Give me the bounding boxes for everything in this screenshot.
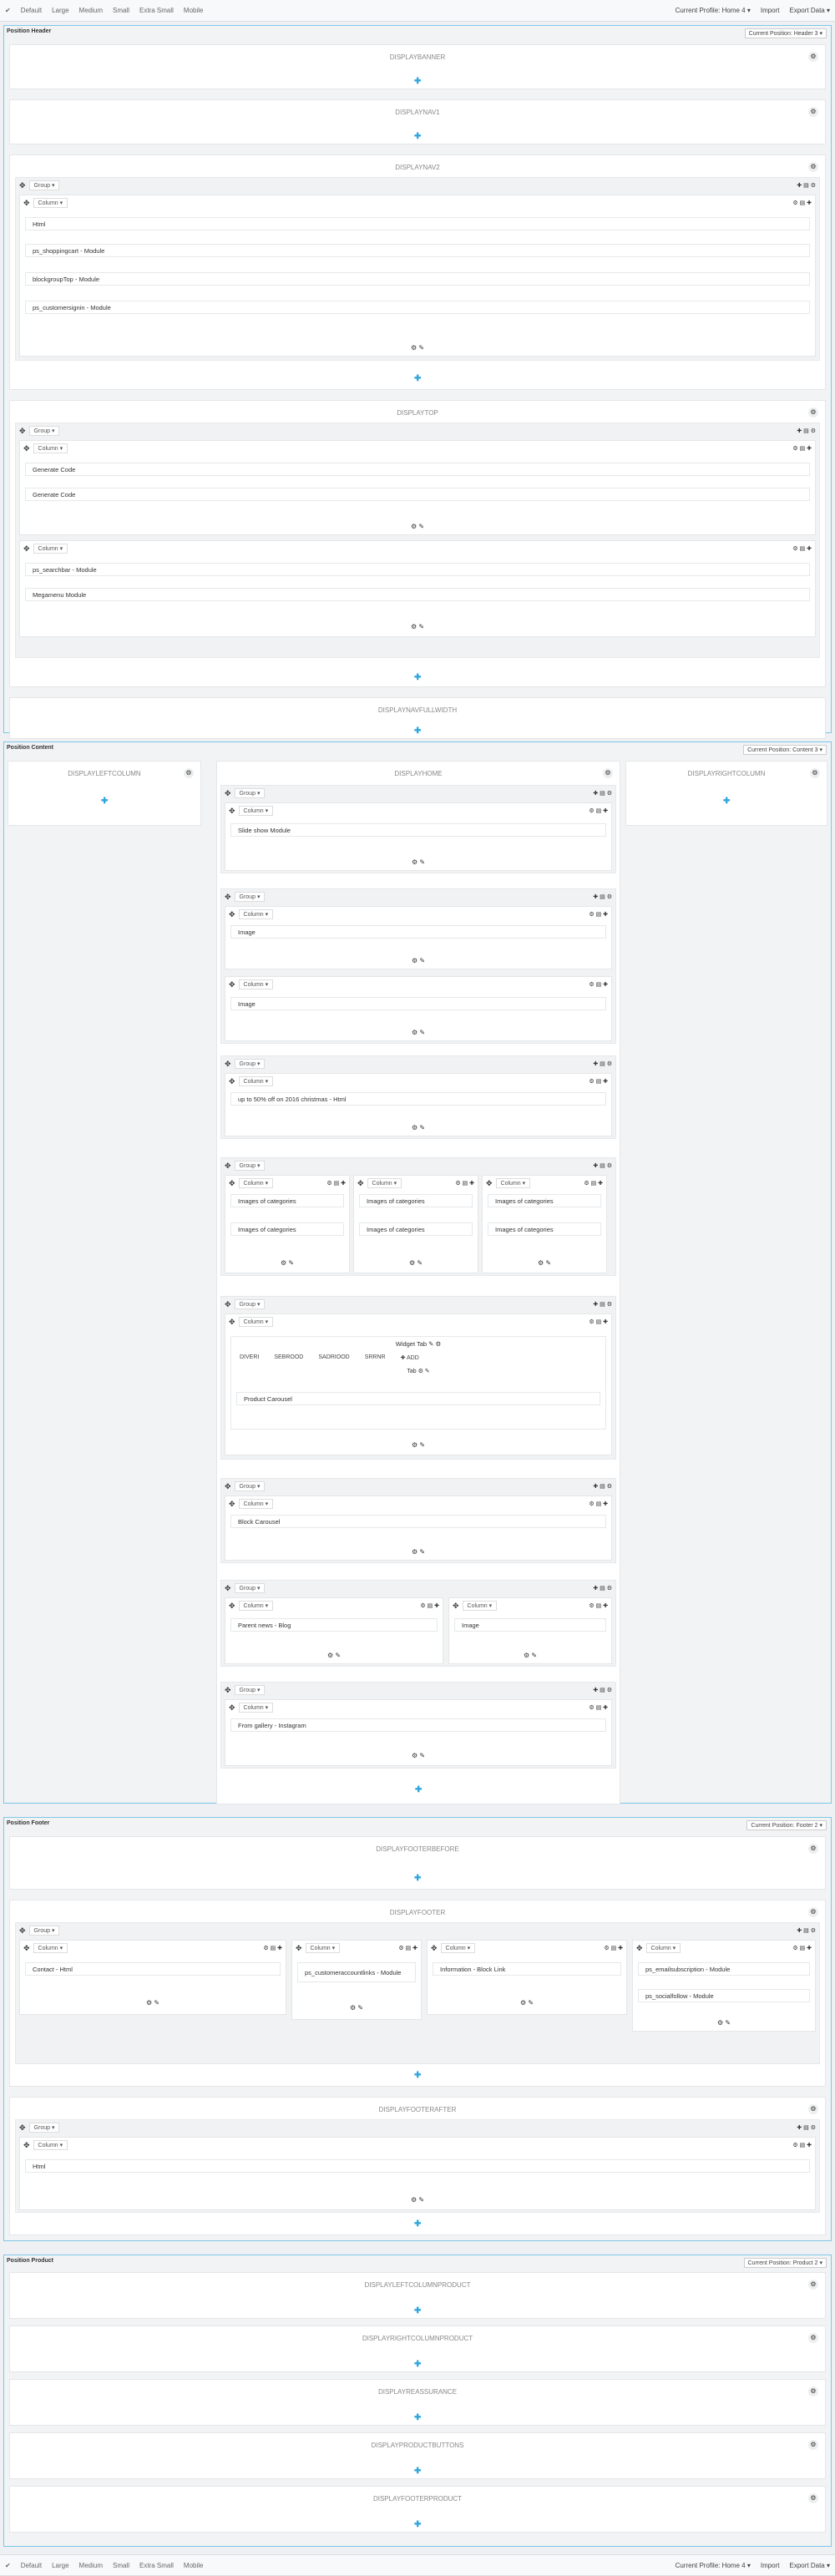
move-icon[interactable]: ✥ [23, 2140, 30, 2149]
check-icon[interactable]: ✔ [5, 2561, 11, 2569]
module[interactable]: Images of categories [230, 1222, 344, 1236]
import-button[interactable]: Import [760, 7, 780, 14]
move-icon[interactable]: ✥ [19, 180, 26, 190]
column [19, 2137, 816, 2210]
column-footer-icons[interactable]: ⚙ ✎ [411, 1548, 426, 1556]
move-icon[interactable]: ✥ [225, 788, 231, 797]
module[interactable]: From gallery - Instagram [230, 1718, 606, 1732]
group-actions[interactable]: ✚ ▤ ⚙ [593, 791, 612, 797]
column-dropdown[interactable]: Column ▾ [239, 1076, 274, 1086]
column-dropdown[interactable]: Column ▾ [306, 1943, 341, 1953]
hook-product: DISPLAYREASSURANCE ⚙ ✚ [9, 2379, 826, 2426]
position-dropdown[interactable]: Current Position: Header 3 ▾ [745, 28, 827, 38]
column [427, 1940, 627, 2015]
add-icon[interactable]: ✚ [414, 2520, 422, 2529]
module[interactable]: Product Carousel [236, 1392, 600, 1405]
module[interactable]: Html [25, 217, 810, 230]
move-icon[interactable]: ✥ [225, 1481, 231, 1490]
view-mobile[interactable]: Mobile [183, 2561, 204, 2569]
column [482, 1175, 607, 1273]
column-actions[interactable]: ⚙ ▤ ✚ [792, 446, 812, 452]
position-footer [3, 1817, 832, 2241]
move-icon[interactable]: ✥ [229, 979, 235, 989]
tab-item[interactable]: DIVERI [240, 1354, 260, 1360]
add-icon[interactable]: ✚ [414, 2071, 422, 2080]
group-actions[interactable]: ✚ ▤ ⚙ [593, 894, 612, 900]
group-dropdown[interactable]: Group ▾ [29, 180, 60, 190]
gear-icon[interactable]: ⚙ [808, 107, 818, 117]
hook-displayrightcolumn: DISPLAYRIGHTCOLUMN ⚙ ✚ [625, 761, 827, 826]
move-icon[interactable]: ✥ [225, 1685, 231, 1694]
column-dropdown[interactable]: Column ▾ [33, 544, 68, 554]
column-actions[interactable]: ⚙ ▤ ✚ [589, 1705, 608, 1711]
column-actions[interactable]: ⚙ ▤ ✚ [584, 1181, 603, 1187]
tab-item[interactable]: SRRNR [364, 1354, 386, 1360]
export-button[interactable]: Export Data ▾ [789, 7, 830, 14]
module[interactable]: ps_customeraccountlinks - Module [297, 1962, 416, 1982]
group-actions[interactable]: ✚ ▤ ⚙ [593, 1586, 612, 1592]
column-actions[interactable]: ⚙ ▤ ✚ [604, 1946, 623, 1951]
group [15, 423, 820, 658]
group-actions[interactable]: ✚ ▤ ⚙ [593, 1484, 612, 1490]
gear-icon[interactable]: ⚙ [808, 1844, 818, 1854]
column-dropdown[interactable]: Column ▾ [239, 1317, 274, 1327]
column-footer-icons[interactable]: ⚙ ✎ [411, 858, 426, 866]
add-icon[interactable]: ✚ [414, 1874, 422, 1883]
column-actions[interactable]: ⚙ ▤ ✚ [589, 1603, 608, 1609]
add-icon[interactable]: ✚ [415, 1785, 423, 1794]
add-icon[interactable]: ✚ [414, 673, 422, 682]
add-icon[interactable]: ✚ [414, 132, 422, 141]
column-footer-icons[interactable]: ⚙ ✎ [410, 523, 425, 530]
column-actions[interactable]: ⚙ ▤ ✚ [792, 1946, 812, 1951]
column [353, 1175, 478, 1273]
move-icon[interactable]: ✥ [229, 1317, 235, 1326]
add-icon[interactable]: ✚ [414, 2219, 422, 2229]
column-dropdown[interactable]: Column ▾ [33, 443, 68, 453]
column-dropdown[interactable]: Column ▾ [496, 1178, 531, 1188]
group-actions[interactable]: ✚ ▤ ⚙ [593, 1061, 612, 1067]
view-xs[interactable]: Extra Small [139, 7, 174, 14]
column-dropdown[interactable]: Column ▾ [463, 1601, 498, 1611]
move-icon[interactable]: ✥ [636, 1943, 643, 1952]
module[interactable]: Images of categories [359, 1194, 473, 1207]
profile-dropdown[interactable]: Current Profile: Home 4 ▾ [675, 2561, 751, 2569]
column-dropdown[interactable]: Column ▾ [33, 2140, 68, 2150]
add-icon[interactable]: ✚ [414, 374, 422, 383]
bottom-toolbar [0, 2554, 835, 2576]
column-footer-icons[interactable]: ⚙ ✎ [411, 1752, 426, 1759]
column-dropdown[interactable]: Column ▾ [33, 198, 68, 208]
tab-add-button[interactable]: ✚ ADD [400, 1355, 419, 1361]
gear-icon[interactable]: ⚙ [184, 768, 194, 778]
column-footer-icons[interactable]: ⚙ ✎ [408, 1259, 423, 1267]
column-footer-icons[interactable]: ⚙ ✎ [410, 344, 425, 352]
group-actions[interactable]: ✚ ▤ ⚙ [797, 1928, 816, 1934]
group [15, 2119, 820, 2213]
module[interactable]: Images of categories [230, 1194, 344, 1207]
hook-displayhome: DISPLAYHOME ⚙ ✥ Group ▾ ✚ ▤ ⚙ ✥ Column ▾ ⚙ ▤ ✚ Slide show Module ⚙ ✎ ✥ Group ▾ ✚ ▤ ⚙ ✥ Column ▾ ⚙ ▤ ✚ Image ⚙ ✎ ✥ Column ▾ ⚙ ▤ ✚ Image ⚙ ✎ ✥ Group ▾ ✚ ▤ ⚙ ✥ Column ▾ ⚙ ▤ ✚ up to 50% off on 2016 christmas - Html ⚙ ✎ ✥ Group ▾ ✚ ▤ ⚙ ✥ Column ▾ ⚙ ▤ ✚ Images of categories Images of categories ⚙ ✎ ✥ Column ▾ ⚙ ▤ ✚ Images of categories Images of categories ⚙ ✎ ✥ Column ▾ ⚙ ▤ ✚ Images of categories Images of categories ⚙ ✎ ✥ Group ▾ ✚ ▤ ⚙ ✥ Column ▾ ⚙ ▤ ✚ Widget Tab ✎ ⚙ DIVERI SEBROOD SADRIOOD SRRNR ✚ ADD Tab ⚙ ✎ Product Carousel ⚙ ✎ ✥ Group ▾ ✚ ▤ ⚙ ✥ Column ▾ ⚙ ▤ ✚ Block Carousel ⚙ ✎ ✥ Group ▾ ✚ ▤ ⚙ ✥ Column ▾ ⚙ ▤ ✚ Parent news - Blog ⚙ ✎ ✥ Column ▾ ⚙ ▤ ✚ Image ⚙ ✎ ✥ Group ▾ ✚ ▤ ⚙ ✥ Column ▾ ⚙ ▤ ✚ From gallery - Instagram ⚙ ✎ ✚ [216, 761, 620, 1804]
move-icon[interactable]: ✥ [486, 1178, 493, 1187]
import-button[interactable]: Import [760, 2561, 780, 2569]
column-footer-icons[interactable]: ⚙ ✎ [523, 1652, 538, 1659]
profile-dropdown[interactable]: Current Profile: Home 4 ▾ [675, 7, 751, 14]
column [225, 1313, 612, 1455]
column [19, 1940, 286, 2015]
column-dropdown[interactable]: Column ▾ [239, 806, 274, 816]
module[interactable]: Block Carousel [230, 1515, 606, 1528]
view-mobile[interactable]: Mobile [183, 7, 204, 14]
move-icon[interactable]: ✥ [229, 909, 235, 919]
position-title: Position Footer [7, 1820, 50, 1826]
move-icon[interactable]: ✥ [23, 544, 30, 553]
column-footer-icons[interactable]: ⚙ ✎ [349, 2004, 364, 2012]
hook-displaynav2: DISPLAYNAV2 ⚙ ✥ Group ▾ ✚ ▤ ⚙ ✥ Column ▾ ⚙ ▤ ✚ Html ps_shoppingcart - Module blockgroupTop - Module ps_customersignin - Module ⚙ ✎ ✚ [9, 154, 826, 390]
group-actions[interactable]: ✚ ▤ ⚙ [797, 2125, 816, 2131]
column [19, 195, 816, 357]
view-default[interactable]: Default [20, 7, 43, 14]
add-icon[interactable]: ✚ [414, 2467, 422, 2476]
group-dropdown[interactable]: Group ▾ [235, 1161, 266, 1171]
column-dropdown[interactable]: Column ▾ [646, 1943, 681, 1953]
column [448, 1597, 612, 1664]
group-dropdown[interactable]: Group ▾ [235, 1481, 266, 1491]
view-large[interactable]: Large [52, 7, 69, 14]
view-small[interactable]: Small [112, 2561, 129, 2569]
add-icon[interactable]: ✚ [414, 2360, 422, 2369]
move-icon[interactable]: ✥ [229, 1703, 235, 1712]
column-actions[interactable]: ⚙ ▤ ✚ [792, 2143, 812, 2148]
column-dropdown[interactable]: Column ▾ [239, 909, 274, 919]
move-icon[interactable]: ✥ [19, 426, 26, 435]
column-actions[interactable]: ⚙ ▤ ✚ [589, 982, 608, 988]
move-icon[interactable]: ✥ [229, 1601, 235, 1610]
group-actions[interactable]: ✚ ▤ ⚙ [797, 428, 816, 434]
hook-product: DISPLAYPRODUCTBUTTONS ⚙ ✚ [9, 2432, 826, 2479]
column [225, 1073, 612, 1136]
module[interactable]: Contact - Html [25, 1962, 281, 1976]
column-dropdown[interactable]: Column ▾ [367, 1178, 402, 1188]
group-dropdown[interactable]: Group ▾ [235, 1583, 266, 1593]
group [15, 1922, 820, 2064]
column-footer-icons[interactable]: ⚙ ✎ [411, 957, 426, 964]
column-footer-icons[interactable]: ⚙ ✎ [716, 2019, 731, 2027]
move-icon[interactable]: ✥ [225, 892, 231, 901]
column [632, 1940, 816, 2032]
column-actions[interactable]: ⚙ ▤ ✚ [398, 1946, 418, 1951]
position-title: Position Header [7, 28, 52, 34]
module[interactable]: Generate Code [25, 488, 810, 501]
move-icon[interactable]: ✥ [23, 443, 30, 453]
column [225, 976, 612, 1041]
column [225, 906, 612, 969]
gear-icon[interactable]: ⚙ [603, 768, 613, 778]
group-actions[interactable]: ✚ ▤ ⚙ [593, 1163, 612, 1169]
gear-icon[interactable]: ⚙ [808, 52, 818, 62]
view-medium[interactable]: Medium [78, 2561, 103, 2569]
module[interactable]: up to 50% off on 2016 christmas - Html [230, 1092, 606, 1106]
move-icon[interactable]: ✥ [225, 1161, 231, 1170]
top-toolbar [0, 0, 835, 22]
position-title: Position Content [7, 745, 53, 751]
column [19, 540, 816, 637]
module[interactable]: Information - Block Link [433, 1962, 621, 1976]
move-icon[interactable]: ✥ [225, 1059, 231, 1068]
position-header [3, 25, 832, 736]
module[interactable]: Images of categories [488, 1222, 601, 1236]
module[interactable]: Image [230, 997, 606, 1010]
group-dropdown[interactable]: Group ▾ [29, 426, 60, 436]
position-dropdown[interactable]: Current Position: Footer 2 ▾ [746, 1820, 827, 1830]
hook-displayfooterbefore: DISPLAYFOOTERBEFORE ⚙ ✚ [9, 1836, 826, 1890]
column-actions[interactable]: ⚙ ▤ ✚ [792, 200, 812, 206]
column-dropdown[interactable]: Column ▾ [239, 1601, 274, 1611]
move-icon[interactable]: ✥ [229, 806, 235, 815]
gear-icon[interactable]: ⚙ [808, 2104, 818, 2114]
view-large[interactable]: Large [52, 2561, 69, 2569]
hook-displayfooter: DISPLAYFOOTER ⚙ ✥ Group ▾ ✚ ▤ ⚙ ✥ Column ▾ ⚙ ▤ ✚ Contact - Html ⚙ ✎ ✥ Column ▾ ⚙ ▤ ✚ ps_customeraccountlinks - Module ⚙ ✎ ✥ Column ▾ ⚙ ▤ ✚ Information - Block Link ⚙ ✎ ✥ Column ▾ ⚙ ▤ ✚ ps_emailsubscription - Module ps_socialfollow - Module ⚙ ✎ ✚ [9, 1900, 826, 2087]
column-footer-icons[interactable]: ⚙ ✎ [519, 1999, 534, 2007]
tab-item[interactable]: SEBROOD [274, 1354, 304, 1360]
group-actions[interactable]: ✚ ▤ ⚙ [797, 183, 816, 189]
add-icon[interactable]: ✚ [414, 2413, 422, 2422]
position-content [3, 741, 832, 1804]
hook-product: DISPLAYFOOTERPRODUCT ⚙ ✚ [9, 2486, 826, 2533]
column [225, 1495, 612, 1561]
group [220, 1682, 616, 1769]
column-dropdown[interactable]: Column ▾ [33, 1943, 68, 1953]
view-small[interactable]: Small [112, 7, 129, 14]
move-icon[interactable]: ✥ [225, 1583, 231, 1592]
check-icon[interactable]: ✔ [5, 7, 11, 14]
group [220, 1580, 616, 1667]
gear-icon[interactable]: ⚙ [808, 2386, 818, 2396]
column-dropdown[interactable]: Column ▾ [239, 1499, 274, 1509]
column [225, 1175, 350, 1273]
group-dropdown[interactable]: Group ▾ [235, 1685, 266, 1695]
position-product [3, 2255, 832, 2547]
module[interactable]: Generate Code [25, 463, 810, 476]
tab-label: Tab [407, 1369, 417, 1374]
gear-icon[interactable]: ⚙ [808, 162, 818, 172]
module[interactable]: Images of categories [488, 1194, 601, 1207]
column-footer-icons[interactable]: ⚙ ✎ [411, 1124, 426, 1131]
move-icon[interactable]: ✥ [229, 1499, 235, 1508]
add-icon[interactable]: ✚ [414, 77, 422, 86]
move-icon[interactable]: ✥ [296, 1943, 302, 1952]
move-icon[interactable]: ✥ [431, 1943, 438, 1952]
move-icon[interactable]: ✥ [23, 1943, 30, 1952]
group [220, 888, 616, 1044]
move-icon[interactable]: ✥ [357, 1178, 364, 1187]
add-icon[interactable]: ✚ [414, 726, 422, 736]
position-title: Position Product [7, 2258, 53, 2264]
group-actions[interactable]: ✚ ▤ ⚙ [593, 1302, 612, 1308]
group-dropdown[interactable]: Group ▾ [235, 892, 266, 902]
column-footer-icons[interactable]: ⚙ ✎ [410, 623, 425, 630]
hook-displaynavfullwidth: DISPLAYNAVFULLWIDTH ✚ [9, 697, 826, 739]
group [220, 1296, 616, 1460]
group [220, 1478, 616, 1563]
move-icon[interactable]: ✥ [19, 1926, 26, 1935]
move-icon[interactable]: ✥ [453, 1601, 459, 1610]
module[interactable]: ps_shoppingcart - Module [25, 244, 810, 257]
module[interactable]: ps_customersignin - Module [25, 301, 810, 314]
group-dropdown[interactable]: Group ▾ [29, 1926, 60, 1936]
widget-tab-box: Widget Tab ✎ ⚙ DIVERI SEBROOD SADRIOOD SRRNR ✚ ADD Tab ⚙ ✎ Product Carousel [230, 1336, 606, 1430]
position-dropdown[interactable]: Current Position: Content 3 ▾ [743, 745, 827, 755]
gear-icon[interactable]: ⚙ [808, 2333, 818, 2343]
module[interactable]: ps_emailsubscription - Module [638, 1962, 810, 1976]
column-dropdown[interactable]: Column ▾ [239, 1178, 274, 1188]
tab-item[interactable]: SADRIOOD [318, 1354, 350, 1360]
module[interactable]: ps_socialfollow - Module [638, 1989, 810, 2002]
column-dropdown[interactable]: Column ▾ [441, 1943, 476, 1953]
group-actions[interactable]: ✚ ▤ ⚙ [593, 1688, 612, 1693]
gear-icon[interactable]: ⚙ [810, 768, 820, 778]
column-actions[interactable]: ⚙ ▤ ✚ [455, 1181, 474, 1187]
column [225, 802, 612, 871]
widget-tab-title: Widget Tab [395, 1340, 428, 1348]
add-icon[interactable]: ✚ [723, 797, 731, 806]
group [220, 1157, 616, 1276]
column-footer-icons[interactable]: ⚙ ✎ [411, 1441, 426, 1449]
column-dropdown[interactable]: Column ▾ [239, 1703, 274, 1713]
group-dropdown[interactable]: Group ▾ [235, 1299, 266, 1309]
column-actions[interactable]: ⚙ ▤ ✚ [326, 1181, 346, 1187]
column-footer-icons[interactable]: ⚙ ✎ [145, 1999, 160, 2007]
column-footer-icons[interactable]: ⚙ ✎ [280, 1259, 295, 1267]
module[interactable]: blockgroupTop - Module [25, 272, 810, 286]
column-actions[interactable]: ⚙ ▤ ✚ [589, 1501, 608, 1507]
hook-product: DISPLAYRIGHTCOLUMNPRODUCT ⚙ ✚ [9, 2325, 826, 2372]
column-actions[interactable]: ⚙ ▤ ✚ [420, 1603, 439, 1609]
group-dropdown[interactable]: Group ▾ [235, 1059, 266, 1069]
hook-product: DISPLAYLEFTCOLUMNPRODUCT ⚙ ✚ [9, 2272, 826, 2319]
hook-displayfooterafter: DISPLAYFOOTERAFTER ⚙ ✥ Group ▾ ✚ ▤ ⚙ ✥ Column ▾ ⚙ ▤ ✚ Html ⚙ ✎ ✚ [9, 2097, 826, 2235]
column-footer-icons[interactable]: ⚙ ✎ [537, 1259, 552, 1267]
column [291, 1940, 422, 2020]
add-icon[interactable]: ✚ [414, 2306, 422, 2315]
gear-icon[interactable]: ⚙ [808, 1907, 818, 1917]
module[interactable]: Images of categories [359, 1222, 473, 1236]
export-button[interactable]: Export Data ▾ [789, 2561, 830, 2569]
hook-displaynav1: DISPLAYNAV1 ⚙ ✚ [9, 99, 826, 144]
column-actions[interactable]: ⚙ ▤ ✚ [263, 1946, 282, 1951]
column-footer-icons[interactable]: ⚙ ✎ [411, 1029, 426, 1036]
position-dropdown[interactable]: Current Position: Product 2 ▾ [744, 2258, 827, 2268]
move-icon[interactable]: ✥ [229, 1178, 235, 1187]
module[interactable]: ps_searchbar - Module [25, 563, 810, 576]
view-xs[interactable]: Extra Small [139, 2561, 174, 2569]
column-actions[interactable]: ⚙ ▤ ✚ [792, 546, 812, 552]
view-default[interactable]: Default [20, 2561, 43, 2569]
module[interactable]: Image [230, 925, 606, 939]
module[interactable]: Html [25, 2159, 810, 2173]
module[interactable]: Image [454, 1618, 606, 1632]
hook-displaytop: DISPLAYTOP ⚙ ✥ Group ▾ ✚ ▤ ⚙ ✥ Column ▾ ⚙ ▤ ✚ Generate Code Generate Code ⚙ ✎ ✥ Column ▾ ⚙ ▤ ✚ ps_searchbar - Module Megamenu Module ⚙ ✎ ✚ [9, 400, 826, 687]
column-dropdown[interactable]: Column ▾ [239, 979, 274, 989]
view-medium[interactable]: Medium [78, 7, 103, 14]
gear-icon[interactable]: ⚙ [808, 2493, 818, 2503]
module[interactable]: Parent news - Blog [230, 1618, 438, 1632]
gear-icon[interactable]: ⚙ [808, 2440, 818, 2450]
column [225, 1597, 443, 1664]
column-actions[interactable]: ⚙ ▤ ✚ [589, 808, 608, 814]
move-icon[interactable]: ✥ [229, 1076, 235, 1086]
gear-icon[interactable]: ⚙ [808, 407, 818, 418]
column-actions[interactable]: ⚙ ▤ ✚ [589, 1319, 608, 1325]
hook-displaybanner: DISPLAYBANNER ⚙ ✚ [9, 44, 826, 89]
move-icon[interactable]: ✥ [19, 2123, 26, 2132]
group [15, 177, 820, 361]
column-footer-icons[interactable]: ⚙ ✎ [326, 1652, 342, 1659]
group [220, 1055, 616, 1139]
add-icon[interactable]: ✚ [101, 797, 109, 806]
column-footer-icons[interactable]: ⚙ ✎ [410, 2196, 425, 2204]
move-icon[interactable]: ✥ [23, 198, 30, 207]
column-actions[interactable]: ⚙ ▤ ✚ [589, 1079, 608, 1085]
group-dropdown[interactable]: Group ▾ [29, 2123, 60, 2133]
column [19, 440, 816, 535]
column [225, 1699, 612, 1766]
module[interactable]: Megamenu Module [25, 588, 810, 601]
move-icon[interactable]: ✥ [225, 1299, 231, 1308]
gear-icon[interactable]: ⚙ [808, 2280, 818, 2290]
widget-tabs[interactable] [231, 1348, 605, 1368]
module[interactable]: Slide show Module [230, 823, 606, 837]
column-actions[interactable]: ⚙ ▤ ✚ [589, 912, 608, 918]
group-dropdown[interactable]: Group ▾ [235, 788, 266, 798]
hook-displayleftcolumn: DISPLAYLEFTCOLUMN ⚙ ✚ [8, 761, 201, 826]
group [220, 785, 616, 873]
